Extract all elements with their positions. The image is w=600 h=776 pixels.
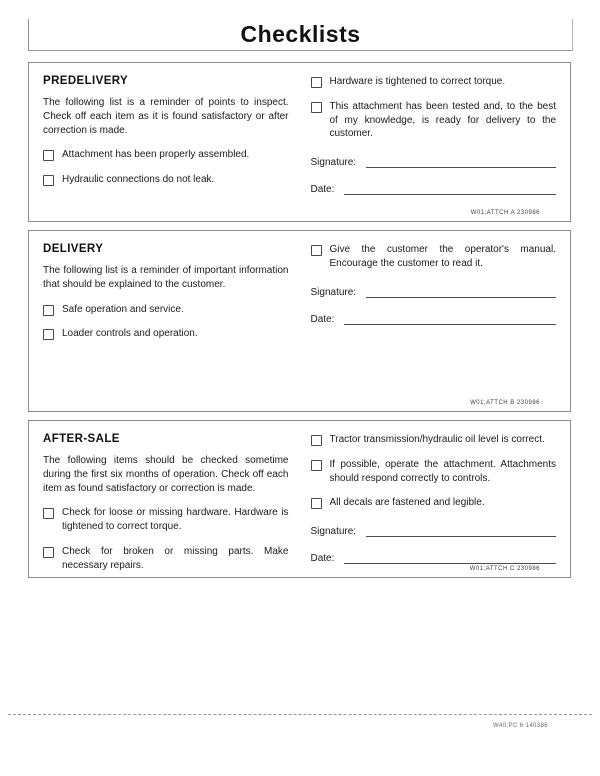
checkbox-icon[interactable] [43,175,54,186]
section-intro: The following list is a reminder of important information that should be explained to the customer. [43,265,289,290]
signature-line [366,286,556,298]
checklist-item [311,75,557,89]
date-row [311,313,557,325]
form-code: W01;ATTCH B 230986 [470,400,540,406]
page-header [28,19,573,51]
checkbox-icon[interactable] [311,102,322,113]
checklist-item-label: Safe operation and service. [62,303,184,315]
section-heading: PREDELIVERY [43,75,129,87]
checkbox-icon[interactable] [43,547,54,558]
checklist-item-label: Hydraulic connections do not leak. [62,174,215,186]
checkbox-icon[interactable] [311,460,322,471]
footer-rule [8,714,592,715]
checkbox-icon[interactable] [43,305,54,316]
signature-line [366,525,556,537]
checkbox-icon[interactable] [311,435,322,446]
checklist-item-label: If possible, operate the attachment. Attachments should respond correctly to controls. [329,458,556,484]
section-heading: AFTER-SALE [43,433,120,445]
checklist-item [43,545,289,573]
checklist-item-label: Tractor transmission/hydraulic oil level is correct. [329,434,545,445]
section-heading: DELIVERY [43,243,104,255]
after-sale-left-column [43,433,289,577]
predelivery-left-column [43,75,289,221]
checklist-item [43,303,289,317]
checkbox-icon[interactable] [43,150,54,161]
checklist-item-label: This attachment has been tested and, to the best of my knowledge, is ready for delivery to the customer. [329,100,556,140]
predelivery-right-column [311,75,557,221]
section-predelivery [28,62,571,222]
date-row [311,552,557,564]
checkbox-icon[interactable] [311,77,322,88]
date-label: Date: [310,184,335,196]
signature-row [311,286,557,298]
page-footer-code: W40;PC 6 140386 [492,723,548,729]
signature-label: Signature: [310,526,357,538]
checklist-item-label: All decals are fastened and legible. [329,497,485,509]
date-label: Date: [310,553,335,565]
date-label: Date: [310,313,335,325]
date-line [344,183,556,195]
signature-line [366,156,556,168]
section-after-sale [28,420,571,578]
checklist-item [43,148,289,162]
checklist-item-label: Attachment has been properly assembled. [62,149,250,161]
signature-row [311,525,557,537]
after-sale-right-column [311,433,557,577]
checklist-item [311,496,557,510]
form-code: W01;ATTCH A 230986 [470,210,540,216]
checklist-item [43,506,289,534]
checklist-item [311,243,557,271]
section-intro: The following items should be checked sometime during the first six months of operation. Check off each item as found satisfactory or correction is made. [43,455,289,494]
checkbox-icon[interactable] [311,245,322,256]
checkbox-icon[interactable] [43,508,54,519]
date-row [311,183,557,195]
signature-label: Signature: [310,157,357,169]
section-intro: The following list is a reminder of points to inspect. Check off each item as it is found satisfactory or after correction is made. [43,97,289,136]
form-code: W01;ATTCH C 230986 [469,566,540,572]
checklist-item-label: Loader controls and operation. [62,328,198,340]
checklist-item-label: Give the customer the operator's manual. Encourage the customer to read it. [329,244,556,269]
checklist-item [311,458,557,486]
signature-row [311,156,557,168]
checklist-item-label: Check for loose or missing hardware. Hardware is tightened to correct torque. [62,507,289,533]
signature-label: Signature: [310,286,357,298]
delivery-right-column [311,243,557,411]
checklist-item-label: Check for broken or missing parts. Make necessary repairs. [62,545,289,571]
checklist-item [43,173,289,187]
delivery-left-column [43,243,289,411]
date-line [344,313,556,325]
checklist-item [311,433,557,447]
checklist-item [43,327,289,341]
section-delivery [28,230,571,412]
checkbox-icon[interactable] [43,329,54,340]
checklist-item [311,100,557,141]
page-title: Checklists [240,21,361,47]
date-line [344,552,556,564]
checklist-item-label: Hardware is tightened to correct torque. [329,76,506,87]
checkbox-icon[interactable] [311,498,322,509]
